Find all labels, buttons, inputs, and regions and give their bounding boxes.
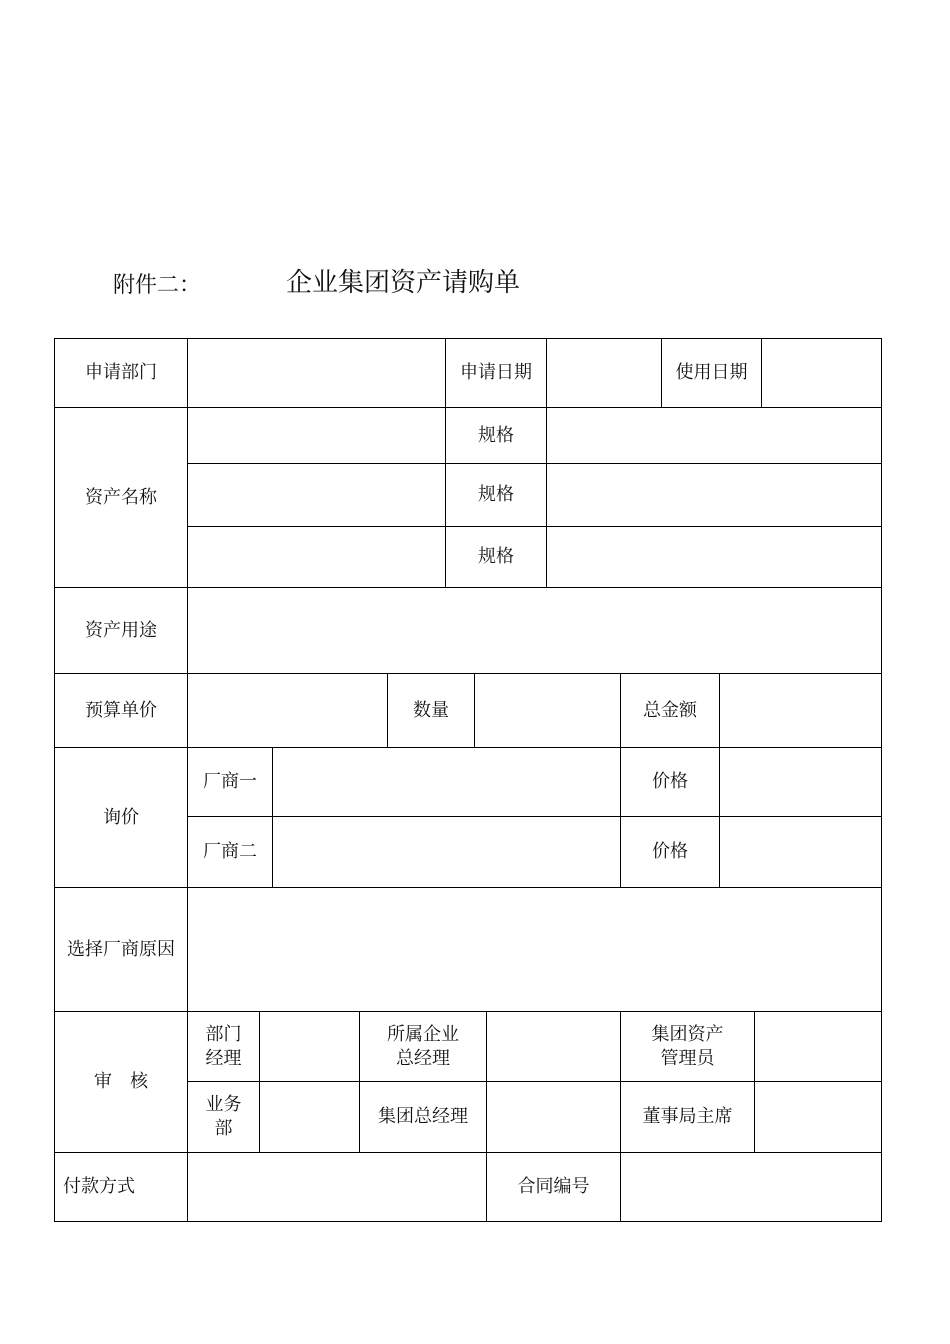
purchase-request-form	[54, 338, 882, 1222]
board-chair-sign-field[interactable]	[754, 1081, 882, 1153]
asset-name-field-1[interactable]	[187, 407, 446, 464]
apply-date-field[interactable]	[546, 338, 662, 408]
payment-method-field[interactable]	[187, 1152, 487, 1222]
asset-name-label: 资产名称	[54, 407, 188, 588]
board-chair-label: 董事局主席	[620, 1081, 755, 1153]
vendor-reason-field[interactable]	[187, 887, 882, 1012]
price-field-2[interactable]	[719, 816, 882, 888]
dept-manager-sign-field[interactable]	[259, 1011, 360, 1082]
spec-field-2[interactable]	[546, 463, 882, 527]
apply-department-label: 申请部门	[54, 338, 188, 408]
total-amount-field[interactable]	[719, 673, 882, 748]
review-label: 审 核	[54, 1011, 188, 1153]
asset-usage-field[interactable]	[187, 587, 882, 674]
spec-field-3[interactable]	[546, 526, 882, 588]
group-asset-admin-sign-field[interactable]	[754, 1011, 882, 1082]
company-gm-label: 所属企业 总经理	[359, 1011, 487, 1082]
quantity-label: 数量	[387, 673, 475, 748]
business-dept-sign-field[interactable]	[259, 1081, 360, 1153]
inquiry-label: 询价	[54, 747, 188, 888]
budget-unit-price-field[interactable]	[187, 673, 388, 748]
use-date-label: 使用日期	[661, 338, 762, 408]
contract-number-field[interactable]	[620, 1152, 882, 1222]
business-dept-label: 业务 部	[187, 1081, 260, 1153]
quantity-field[interactable]	[474, 673, 621, 748]
vendor-two-label: 厂商二	[187, 816, 273, 888]
vendor-one-field[interactable]	[272, 747, 621, 817]
group-gm-label: 集团总经理	[359, 1081, 487, 1153]
spec-label-1: 规格	[445, 407, 547, 464]
total-amount-label: 总金额	[620, 673, 720, 748]
spec-label-3: 规格	[445, 526, 547, 588]
apply-department-field[interactable]	[187, 338, 446, 408]
vendor-two-field[interactable]	[272, 816, 621, 888]
apply-date-label: 申请日期	[445, 338, 547, 408]
budget-unit-price-label: 预算单价	[54, 673, 188, 748]
contract-number-label: 合同编号	[486, 1152, 621, 1222]
company-gm-sign-field[interactable]	[486, 1011, 621, 1082]
price-label-1: 价格	[620, 747, 720, 817]
form-title: 企业集团资产请购单	[286, 268, 521, 298]
use-date-field[interactable]	[761, 338, 882, 408]
asset-name-field-2[interactable]	[187, 463, 446, 527]
asset-name-field-3[interactable]	[187, 526, 446, 588]
dept-manager-label: 部门 经理	[187, 1011, 260, 1082]
price-label-2: 价格	[620, 816, 720, 888]
vendor-one-label: 厂商一	[187, 747, 273, 817]
group-asset-admin-label: 集团资产 管理员	[620, 1011, 755, 1082]
payment-method-label: 付款方式	[54, 1152, 188, 1222]
group-gm-sign-field[interactable]	[486, 1081, 621, 1153]
vendor-reason-label: 选择厂商原因	[54, 887, 188, 1012]
attachment-label: 附件二：	[113, 273, 202, 298]
spec-field-1[interactable]	[546, 407, 882, 464]
asset-usage-label: 资产用途	[54, 587, 188, 674]
spec-label-2: 规格	[445, 463, 547, 527]
price-field-1[interactable]	[719, 747, 882, 817]
